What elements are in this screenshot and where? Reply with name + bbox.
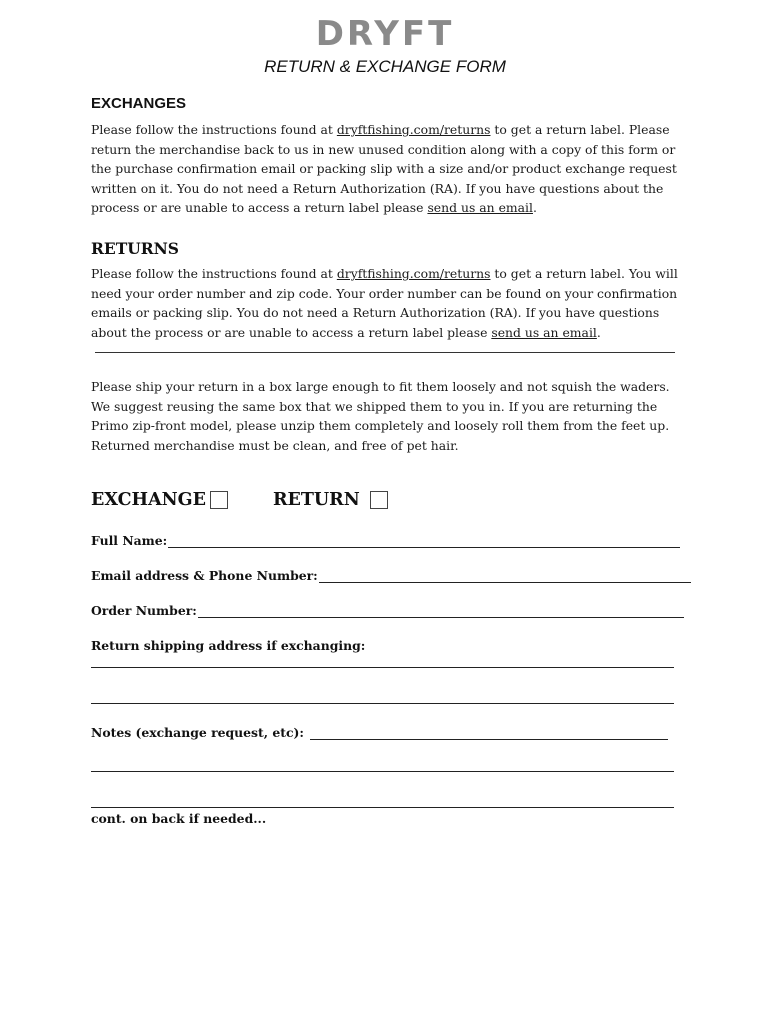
returns-heading: RETURNS bbox=[91, 239, 179, 258]
returns-text-2: to get a return label. You will need your order number and zip code. Your order number can be found on your confirmation emails or packing slip. You do not need a Return Authorization (RA). If you have questions about the process or are unable to access a return label please bbox=[91, 266, 678, 340]
notes-label: Notes (exchange request, etc): bbox=[91, 725, 304, 740]
return-address-line-1[interactable] bbox=[91, 667, 674, 668]
exchanges-text-3: . bbox=[532, 200, 537, 216]
full-name-input-line[interactable] bbox=[168, 535, 680, 548]
return-address-label: Return shipping address if exchanging: bbox=[91, 638, 366, 653]
returns-instructions bbox=[91, 264, 691, 342]
exchange-label: EXCHANGE bbox=[91, 490, 206, 510]
order-number-field bbox=[91, 603, 684, 618]
notes-line-3[interactable] bbox=[91, 807, 674, 808]
notes-line-2[interactable] bbox=[91, 771, 674, 772]
continued-note: cont. on back if needed... bbox=[91, 811, 267, 826]
email-phone-input-line[interactable] bbox=[319, 570, 691, 583]
exchange-checkbox[interactable] bbox=[210, 491, 228, 509]
email-phone-field bbox=[91, 568, 691, 583]
return-option bbox=[273, 490, 388, 510]
order-number-label: Order Number: bbox=[91, 603, 197, 618]
returns-page-link[interactable]: dryftfishing.com/returns bbox=[336, 266, 491, 281]
form-title: RETURN & EXCHANGE FORM bbox=[264, 57, 506, 76]
section-divider bbox=[95, 352, 675, 353]
exchanges-heading: EXCHANGES bbox=[91, 95, 187, 112]
shipping-instructions: Please ship your return in a box large enough to fit them loosely and not squish the waders. We suggest reusing the same box that we shipped them to you in. If you are returning the Primo zip-front model, please unzip them completely and loosely roll them from the feet up. Returned merchandise must be clean, and free of pet hair. bbox=[91, 379, 670, 453]
order-number-input-line[interactable] bbox=[198, 605, 684, 618]
email-link[interactable]: send us an email bbox=[491, 324, 597, 340]
return-address-field bbox=[91, 638, 365, 653]
full-name-field bbox=[91, 533, 680, 548]
brand-logo: DRYFT bbox=[315, 14, 455, 54]
notes-input-line[interactable] bbox=[310, 727, 668, 740]
full-name-label: Full Name: bbox=[91, 533, 168, 548]
notes-field bbox=[91, 725, 668, 740]
exchanges-instructions bbox=[91, 120, 691, 218]
exchanges-text-1: Please follow the instructions found at bbox=[91, 122, 337, 137]
returns-page-link[interactable]: dryftfishing.com/returns bbox=[336, 122, 491, 137]
return-address-line-2[interactable] bbox=[91, 703, 674, 704]
returns-text-3: . bbox=[596, 324, 601, 340]
email-phone-label: Email address & Phone Number: bbox=[91, 568, 318, 583]
returns-text-1: Please follow the instructions found at bbox=[91, 266, 337, 281]
email-link[interactable]: send us an email bbox=[427, 200, 533, 216]
exchange-option bbox=[91, 490, 228, 510]
return-label: RETURN bbox=[273, 490, 360, 510]
return-checkbox[interactable] bbox=[370, 491, 388, 509]
exchanges-text-2: to get a return label. Please return the merchandise back to us in new unused condition along with a copy of this form or the purchase confirmation email or packing slip with a size and/or product exchange request written on it. You do not need a Return Authorization (RA). If you have questions about the process or are unable to access a return label please bbox=[91, 122, 677, 216]
